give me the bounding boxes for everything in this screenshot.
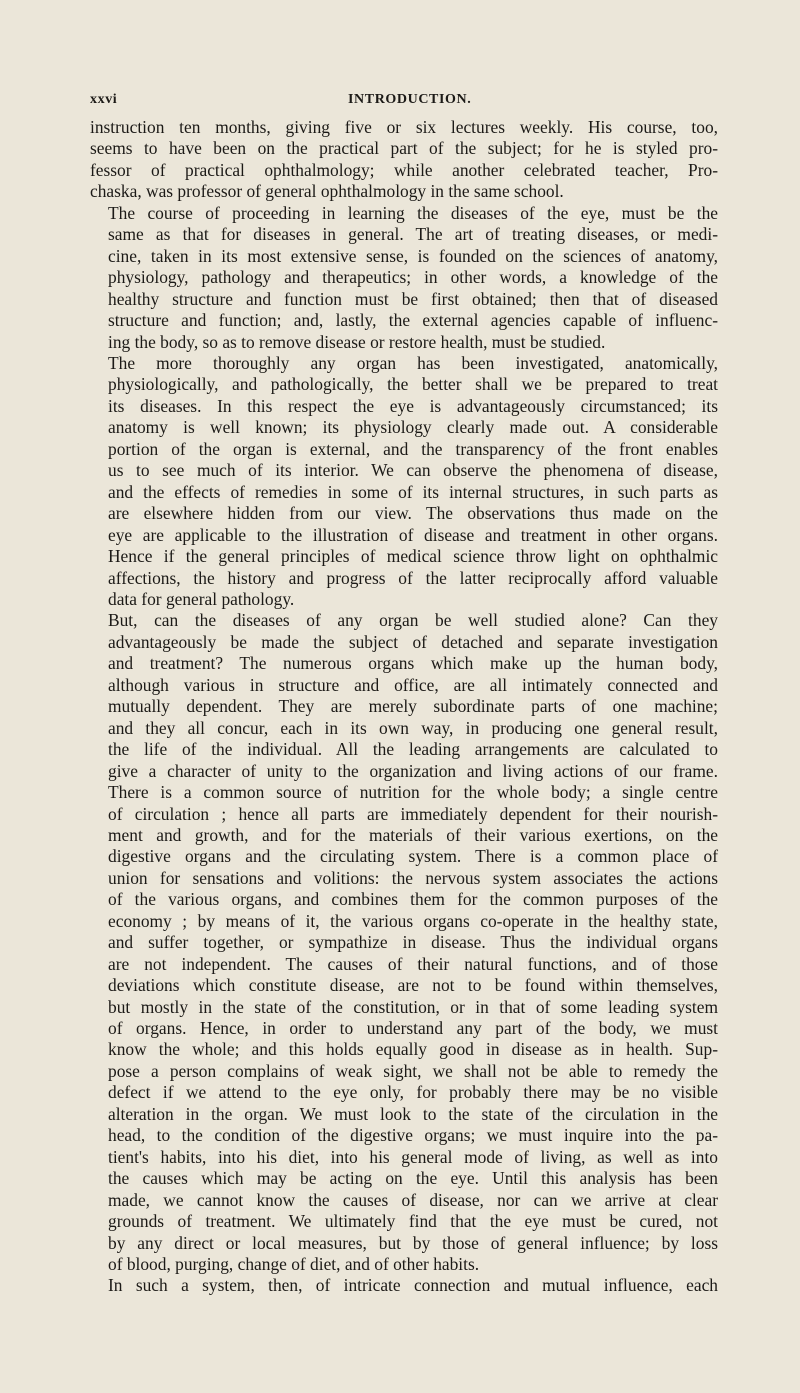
text-line: seems to have been on the practical part of the subject; for he is styled pro- bbox=[90, 138, 718, 159]
text-line: But, can the diseases of any organ be well studied alone? Can they bbox=[108, 610, 718, 631]
text-line: of circulation ; hence all parts are immediately dependent for their nourish- bbox=[108, 803, 718, 824]
text-line: fessor of practical ophthalmology; while another celebrated teacher, Pro- bbox=[90, 159, 718, 180]
text-line: us to see much of its interior. We can observe the phenomena of disease, bbox=[108, 460, 718, 481]
text-line: chaska, was professor of general ophthalmology in the same school. bbox=[90, 181, 564, 202]
text-line: and they all concur, each in its own way, in producing one general result, bbox=[108, 717, 718, 738]
page-number: xxvi bbox=[90, 92, 118, 107]
paragraph bbox=[90, 1275, 718, 1296]
text-line: but mostly in the state of the constitution, or in that of some leading system bbox=[108, 996, 718, 1017]
text-line: and treatment? The numerous organs which make up the human body, bbox=[108, 653, 718, 674]
text-line: pose a person complains of weak sight, we shall not be able to remedy the bbox=[108, 1060, 718, 1081]
text-line: The more thoroughly any organ has been investigated, anatomically, bbox=[108, 352, 718, 373]
text-line: alteration in the organ. We must look to the state of the circulation in the bbox=[108, 1103, 718, 1124]
text-line: instruction ten months, giving five or six lectures weekly. His course, too, bbox=[90, 117, 718, 137]
text-line: There is a common source of nutrition for the whole body; a single centre bbox=[108, 782, 718, 803]
text-line: physiologically, and pathologically, the better shall we be prepared to treat bbox=[108, 374, 718, 395]
text-line: same as that for diseases in general. The art of treating diseases, or medi- bbox=[108, 224, 718, 245]
text-line: are not independent. The causes of their natural functions, and of those bbox=[108, 953, 718, 974]
text-line: by any direct or local measures, but by those of general influence; by loss bbox=[108, 1232, 718, 1253]
text-line: healthy structure and function must be first obtained; then that of diseased bbox=[108, 288, 718, 309]
body-text bbox=[90, 117, 718, 1297]
text-line: eye are applicable to the illustration of disease and treatment in other organs. bbox=[108, 524, 718, 545]
text-line: its diseases. In this respect the eye is advantageously circumstanced; its bbox=[108, 395, 718, 416]
text-line: portion of the organ is external, and the transparency of the front enables bbox=[108, 438, 718, 459]
text-line: union for sensations and volitions: the nervous system associates the actions bbox=[108, 867, 718, 888]
text-line: advantageously be made the subject of detached and separate investigation bbox=[108, 631, 718, 652]
text-line: tient's habits, into his diet, into his general mode of living, as well as into bbox=[108, 1146, 718, 1167]
text-line: know the whole; and this holds equally good in disease as in health. Sup- bbox=[108, 1039, 718, 1060]
paragraph bbox=[90, 203, 718, 353]
running-head: INTRODUCTION. bbox=[348, 92, 472, 107]
text-line: digestive organs and the circulating system. There is a common place of bbox=[108, 846, 718, 867]
text-line: of the various organs, and combines them for the common purposes of the bbox=[108, 889, 718, 910]
text-line: the causes which may be acting on the eye. Until this analysis has been bbox=[108, 1168, 718, 1189]
text-line: economy ; by means of it, the various organs co-operate in the healthy state, bbox=[108, 910, 718, 931]
text-line: and suffer together, or sympathize in disease. Thus the individual organs bbox=[108, 932, 718, 953]
text-line: of organs. Hence, in order to understand any part of the body, we must bbox=[108, 1018, 718, 1039]
text-line: structure and function; and, lastly, the external agencies capable of influenc- bbox=[108, 310, 718, 331]
text-line: cine, taken in its most extensive sense, is founded on the sciences of anatomy, bbox=[108, 245, 718, 266]
text-line: anatomy is well known; its physiology clearly made out. A considerable bbox=[108, 417, 718, 438]
text-line: of blood, purging, change of diet, and of other habits. bbox=[108, 1254, 480, 1275]
text-line: made, we cannot know the causes of disease, nor can we arrive at clear bbox=[108, 1189, 718, 1210]
text-line: head, to the condition of the digestive organs; we must inquire into the pa- bbox=[108, 1125, 718, 1146]
text-line: give a character of unity to the organization and living actions of our frame. bbox=[108, 760, 718, 781]
text-line: The course of proceeding in learning the diseases of the eye, must be the bbox=[108, 202, 718, 223]
text-line: ment and growth, and for the materials of their various exertions, on the bbox=[108, 824, 718, 845]
text-line: Hence if the general principles of medical science throw light on ophthalmic bbox=[108, 546, 718, 567]
text-line: data for general pathology. bbox=[108, 588, 295, 609]
text-line: and the effects of remedies in some of its internal structures, in such parts as bbox=[108, 481, 718, 502]
paragraph bbox=[90, 610, 718, 1275]
text-line: mutually dependent. They are merely subordinate parts of one machine; bbox=[108, 696, 718, 717]
text-line: In such a system, then, of intricate connection and mutual influence, each bbox=[108, 1275, 718, 1296]
text-line: are elsewhere hidden from our view. The observations thus made on the bbox=[108, 503, 718, 524]
text-line: although various in structure and office, are all intimately connected and bbox=[108, 674, 718, 695]
paragraph bbox=[90, 353, 718, 610]
text-line: the life of the individual. All the leading arrangements are calculated to bbox=[108, 739, 718, 760]
paragraph bbox=[90, 117, 718, 203]
text-line: grounds of treatment. We ultimately find that the eye must be cured, not bbox=[108, 1211, 718, 1232]
text-line: affections, the history and progress of the latter reciprocally afford valuable bbox=[108, 567, 718, 588]
text-line: defect if we attend to the eye only, for probably there may be no visible bbox=[108, 1082, 718, 1103]
text-line: deviations which constitute disease, are not to be found within themselves, bbox=[108, 975, 718, 996]
text-line: physiology, pathology and therapeutics; in other words, a knowledge of the bbox=[108, 267, 718, 288]
page-header bbox=[90, 92, 715, 112]
text-line: ing the body, so as to remove disease or restore health, must be studied. bbox=[108, 331, 606, 352]
